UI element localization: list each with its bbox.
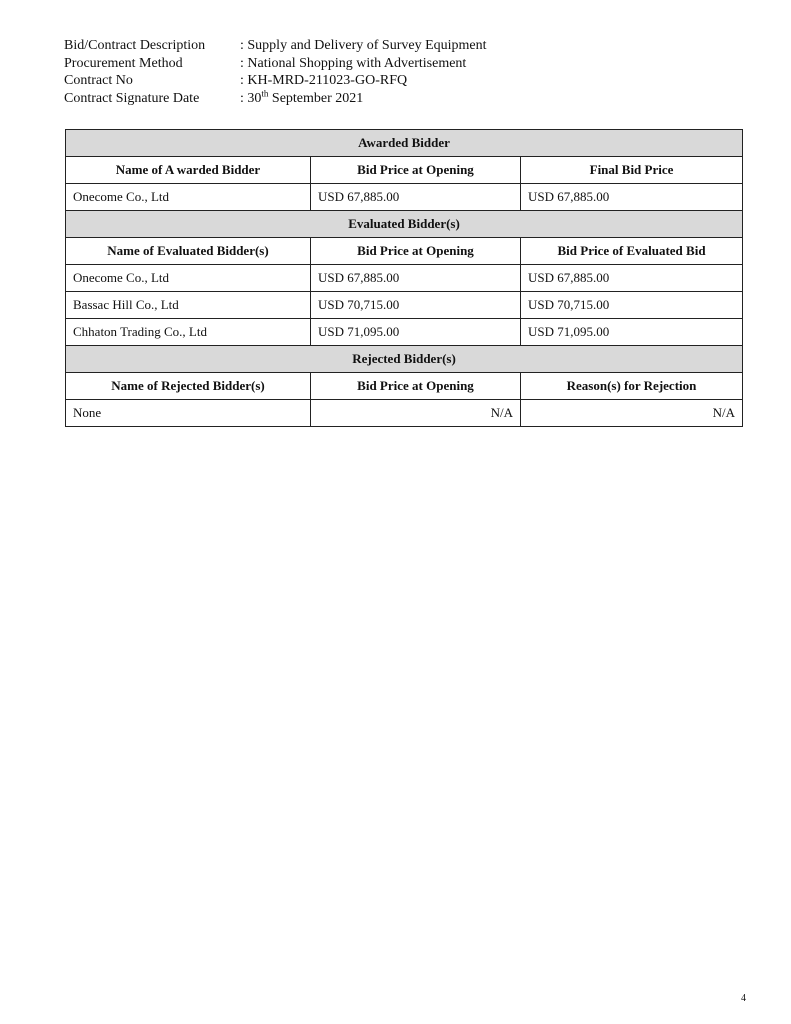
meta-value: : Supply and Delivery of Survey Equipment [240, 38, 487, 53]
column-header: Bid Price at Opening [311, 238, 521, 265]
bidders-table [65, 129, 743, 427]
column-header: Bid Price at Opening [311, 157, 521, 184]
column-header: Name of A warded Bidder [66, 157, 311, 184]
meta-value: : KH-MRD-211023-GO-RFQ [240, 73, 408, 88]
bidder-name: Onecome Co., Ltd [66, 184, 311, 211]
meta-row-method [64, 55, 487, 73]
final-bid-price: USD 67,885.00 [521, 184, 743, 211]
meta-label: Procurement Method [64, 55, 183, 71]
evaluated-bid-price: USD 70,715.00 [521, 292, 743, 319]
section-title: Awarded Bidder [66, 130, 743, 157]
table-row [66, 292, 743, 319]
meta-row-description [64, 37, 487, 55]
column-header: Bid Price at Opening [311, 373, 521, 400]
column-header: Reason(s) for Rejection [521, 373, 743, 400]
date-ordinal: th [261, 87, 269, 98]
column-header: Final Bid Price [521, 157, 743, 184]
bidder-name: None [66, 400, 311, 427]
table-row [66, 319, 743, 346]
page-number: 4 [741, 993, 746, 1004]
evaluated-bid-price: USD 67,885.00 [521, 265, 743, 292]
bid-price-opening: USD 71,095.00 [311, 319, 521, 346]
bid-price-opening: USD 67,885.00 [311, 184, 521, 211]
meta-value: : National Shopping with Advertisement [240, 55, 467, 71]
meta-label: Contract No [64, 73, 133, 88]
column-header: Name of Evaluated Bidder(s) [66, 238, 311, 265]
column-header: Bid Price of Evaluated Bid [521, 238, 743, 265]
section-title: Rejected Bidder(s) [66, 346, 743, 373]
bid-price-opening: USD 70,715.00 [311, 292, 521, 319]
date-prefix: : 30 [240, 90, 262, 106]
meta-value [240, 87, 364, 108]
bid-price-opening: N/A [311, 400, 521, 427]
contract-details [64, 37, 487, 107]
bidder-name: Chhaton Trading Co., Ltd [66, 319, 311, 346]
section-title: Evaluated Bidder(s) [66, 211, 743, 238]
evaluated-bid-price: USD 71,095.00 [521, 319, 743, 346]
awarded-section-header [66, 130, 743, 157]
rejected-column-headers [66, 373, 743, 400]
table-row [66, 265, 743, 292]
meta-row-contract-no [64, 72, 487, 90]
meta-label: Bid/Contract Description [64, 38, 206, 53]
bid-price-opening: USD 67,885.00 [311, 265, 521, 292]
table-row [66, 184, 743, 211]
evaluated-section-header [66, 211, 743, 238]
meta-label: Contract Signature Date [64, 90, 200, 106]
column-header: Name of Rejected Bidder(s) [66, 373, 311, 400]
meta-row-signature-date [64, 87, 487, 108]
table-row [66, 400, 743, 427]
awarded-column-headers [66, 157, 743, 184]
bidder-name: Bassac Hill Co., Ltd [66, 292, 311, 319]
rejected-section-header [66, 346, 743, 373]
rejection-reason: N/A [521, 400, 743, 427]
bidder-name: Onecome Co., Ltd [66, 265, 311, 292]
evaluated-column-headers [66, 238, 743, 265]
date-suffix: September 2021 [268, 90, 364, 106]
